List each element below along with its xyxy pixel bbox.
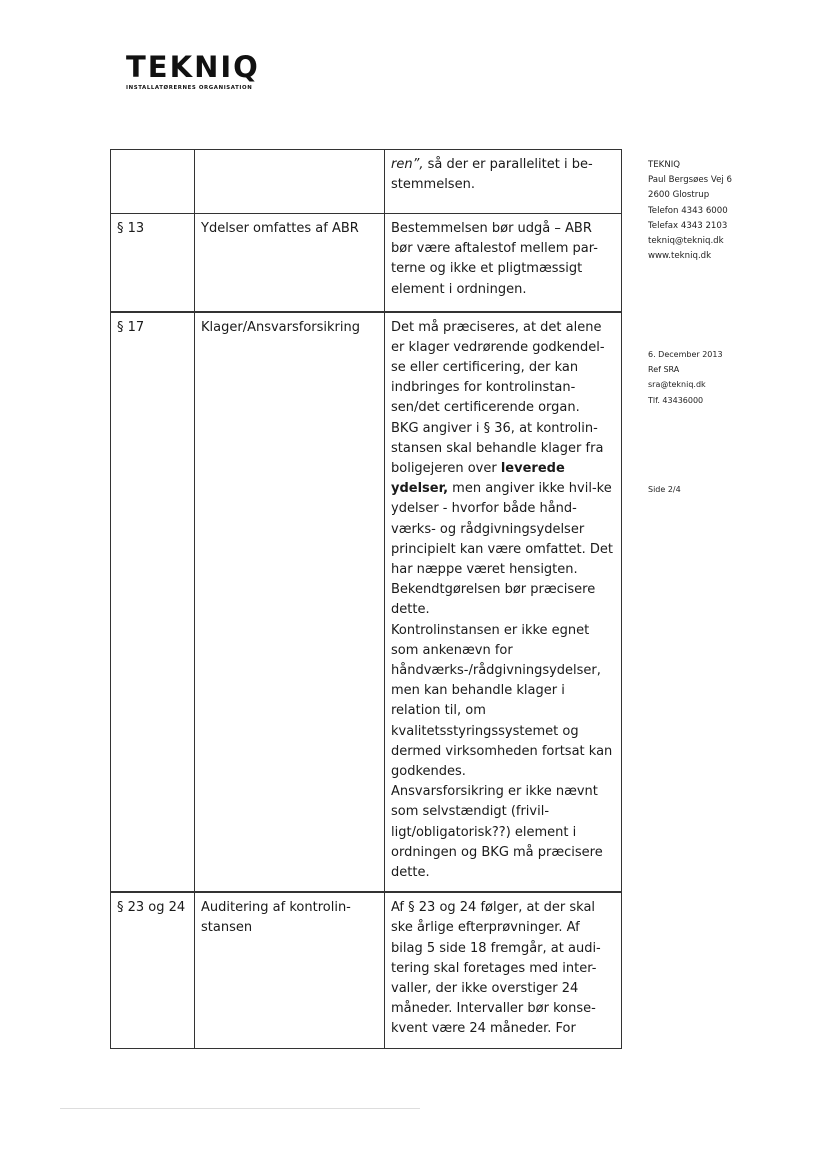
comment-paragraph: Ansvarsforsikring er ikke nævnt som selvstændigt (frivil-ligt/obligatorisk??) element i ordningen og BKG må præcisere dette. xyxy=(391,784,603,880)
address-line: www.tekniq.dk xyxy=(648,251,712,262)
table-row xyxy=(111,150,622,214)
ref-line: Ref SRA xyxy=(648,365,680,375)
cell-comment: Af § 23 og 24 følger, at der skal ske årlige efterprøvninger. Af bilag 5 side 18 fremgår, at audi-tering skal foretages med inter-valler, der ikke overstiger 24 måneder. Intervaller bør konse-kvent være 24 måneder. For xyxy=(385,892,622,1048)
comment-text: så der er parallelitet i be-stemmelsen. xyxy=(391,157,593,193)
comment-text: men angiver ikke hvil-ke ydelser - hvorfor både hånd-værks- og rådgivningsydelser principielt kan være omfattet. Det har næppe været hensigten. Bekendtgørelsen bør præcisere dette. xyxy=(391,481,614,618)
cell-comment xyxy=(385,312,622,893)
cell-title xyxy=(195,150,385,214)
cell-paragraph: § 23 og 24 xyxy=(111,892,195,1048)
cell-title: Ydelser omfattes af ABR xyxy=(195,214,385,312)
comment-bold: leverede ydelser, xyxy=(391,460,565,497)
comment-paragraph xyxy=(391,419,615,621)
table-row xyxy=(111,892,622,1048)
logo-wordmark: TEKNIQ xyxy=(126,50,260,84)
comment-italic: ren”, xyxy=(391,157,424,172)
logo-subtitle: INSTALLATØRERNES ORGANISATION xyxy=(126,85,253,91)
cell-title: Auditering af kontrolin-stansen xyxy=(195,892,385,1048)
cell-paragraph: § 13 xyxy=(111,214,195,312)
comment-text: BKG angiver i § 36, at kontrolin-stansen skal behandle klager fra boligejeren over xyxy=(391,420,604,476)
address-line: Telefax 4343 2103 xyxy=(648,220,728,231)
date-line: 6. December 2013 xyxy=(648,350,723,359)
address-line: Paul Bergsøes Vej 6 xyxy=(648,175,732,186)
cell-comment: Bestemmelsen bør udgå – ABR bør være aftalestof mellem par-terne og ikke et pligtmæssigt element i ordningen. xyxy=(385,214,622,312)
address-line: TEKNIQ xyxy=(648,160,681,170)
comment-paragraph: Det må præciseres, at det alene er klager vedrørende godkendel-se eller certificering, der kan indbringes for kontrolinstan-sen/det certificerende organ. xyxy=(391,319,605,416)
cell-paragraph: § 17 xyxy=(111,312,195,893)
meta-block xyxy=(648,347,723,408)
address-line: tekniq@tekniq.dk xyxy=(648,236,724,247)
comment-paragraph: Kontrolinstansen er ikke egnet som ankenævn for håndværks-/rådgivningsydelser, men kan behandle klager i relation til, om kvalitetsstyringssystemet og dermed virksomheden fortsat kan godkendes. xyxy=(391,622,613,779)
scan-artifact xyxy=(60,1108,420,1109)
phone-line: Tlf. 43436000 xyxy=(648,395,704,405)
address-block xyxy=(648,158,732,264)
cell-comment xyxy=(385,150,622,214)
page-number: Side 2/4 xyxy=(648,485,681,494)
table-row xyxy=(111,214,622,312)
cell-paragraph xyxy=(111,150,195,214)
address-line: Telefon 4343 6000 xyxy=(648,205,728,216)
cell-title: Klager/Ansvarsforsikring xyxy=(195,312,385,893)
table-row xyxy=(111,312,622,893)
email-line: sra@tekniq.dk xyxy=(648,380,706,390)
address-line: 2600 Glostrup xyxy=(648,190,710,201)
tekniq-logo xyxy=(126,52,260,91)
comments-table xyxy=(110,149,622,1049)
